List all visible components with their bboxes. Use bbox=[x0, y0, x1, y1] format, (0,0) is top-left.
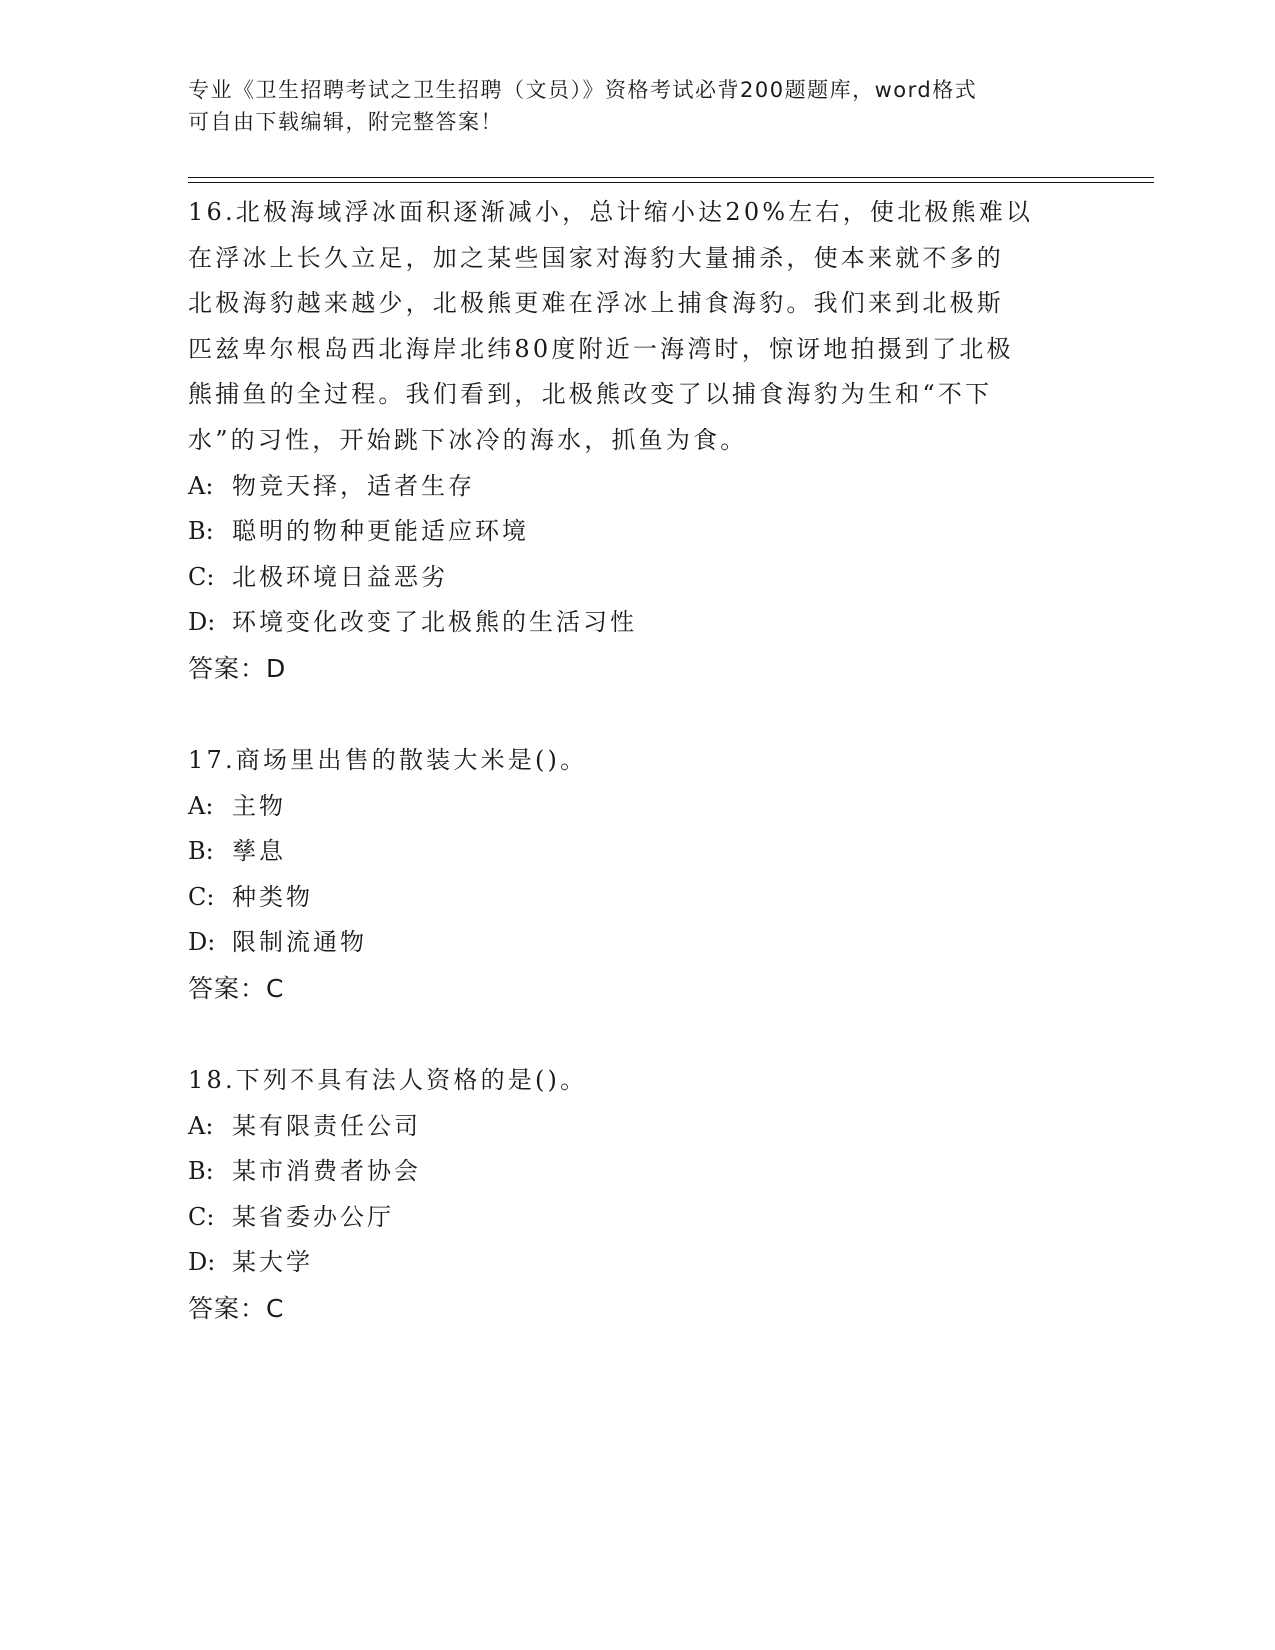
question-16 bbox=[188, 190, 1088, 692]
option-c bbox=[188, 1195, 1088, 1241]
option-text: 种类物 bbox=[232, 882, 313, 911]
header-title-line-1: 专业《卫生招聘考试之卫生招聘（文员）》资格考试必背200题题库，word格式 bbox=[188, 78, 978, 102]
answer-label: 答案：C bbox=[188, 973, 285, 1003]
stem-line: 16.北极海域浮冰面积逐渐减小，总计缩小达20%左右，使北极熊难以 bbox=[188, 198, 1034, 226]
option-text: 环境变化改变了北极熊的生活习性 bbox=[232, 608, 637, 637]
option-key: C: bbox=[188, 882, 215, 911]
stem-line: 北极海豹越来越少，北极熊更难在浮冰上捕食海豹。我们来到北极斯 bbox=[188, 289, 1004, 318]
option-text: 孳息 bbox=[232, 837, 286, 866]
option-key: A: bbox=[188, 1111, 214, 1140]
question-17 bbox=[188, 738, 1088, 1012]
stem-line: 熊捕鱼的全过程。我们看到，北极熊改变了以捕食海豹为生和“不下 bbox=[188, 380, 993, 409]
answer-label: 答案：C bbox=[188, 1293, 285, 1323]
option-d bbox=[188, 1240, 1088, 1286]
option-b bbox=[188, 829, 1088, 875]
option-key: D: bbox=[188, 928, 216, 957]
option-c bbox=[188, 555, 1088, 601]
option-key: A: bbox=[188, 791, 214, 820]
option-text: 主物 bbox=[232, 791, 286, 820]
option-text: 某省委办公厅 bbox=[232, 1202, 394, 1231]
header-title-line-2: 可自由下载编辑，附完整答案！ bbox=[188, 110, 503, 134]
question-stem bbox=[188, 1058, 1078, 1104]
stem-line: 匹兹卑尔根岛西北海岸北纬80度附近一海湾时，惊讶地拍摄到了北极 bbox=[188, 334, 1014, 363]
option-key: D: bbox=[188, 1248, 216, 1277]
document-header bbox=[188, 74, 1068, 138]
option-c bbox=[188, 875, 1088, 921]
stem-line: 17.商场里出售的散装大米是()。 bbox=[188, 745, 588, 774]
answer-label: 答案：D bbox=[188, 653, 287, 683]
option-a bbox=[188, 464, 1088, 510]
option-b bbox=[188, 1149, 1088, 1195]
option-text: 某市消费者协会 bbox=[232, 1157, 421, 1186]
option-key: A: bbox=[188, 471, 214, 500]
question-stem bbox=[188, 738, 1078, 784]
header-divider-bottom bbox=[188, 182, 1154, 183]
option-a bbox=[188, 1104, 1088, 1150]
header-divider-top bbox=[188, 177, 1154, 178]
stem-line: 18.下列不具有法人资格的是()。 bbox=[188, 1065, 588, 1094]
option-text: 某大学 bbox=[232, 1248, 313, 1277]
option-key: C: bbox=[188, 1202, 215, 1231]
stem-line: 在浮冰上长久立足，加之某些国家对海豹大量捕杀，使本来就不多的 bbox=[188, 243, 1004, 272]
question-18 bbox=[188, 1058, 1088, 1332]
option-text: 聪明的物种更能适应环境 bbox=[232, 517, 529, 546]
option-d bbox=[188, 920, 1088, 966]
option-key: D: bbox=[188, 608, 216, 637]
option-text: 北极环境日益恶劣 bbox=[232, 562, 448, 591]
option-b bbox=[188, 509, 1088, 555]
option-key: B: bbox=[188, 517, 214, 546]
option-text: 限制流通物 bbox=[232, 928, 367, 957]
option-text: 物竞天择，适者生存 bbox=[232, 471, 475, 500]
option-a bbox=[188, 784, 1088, 830]
stem-line: 水”的习性，开始跳下冰冷的海水，抓鱼为食。 bbox=[188, 425, 748, 454]
option-key: B: bbox=[188, 1157, 214, 1186]
option-text: 某有限责任公司 bbox=[232, 1111, 421, 1140]
question-stem bbox=[188, 190, 1078, 464]
option-key: C: bbox=[188, 562, 215, 591]
option-key: B: bbox=[188, 837, 214, 866]
question-list bbox=[188, 190, 1088, 1332]
option-d bbox=[188, 600, 1088, 646]
